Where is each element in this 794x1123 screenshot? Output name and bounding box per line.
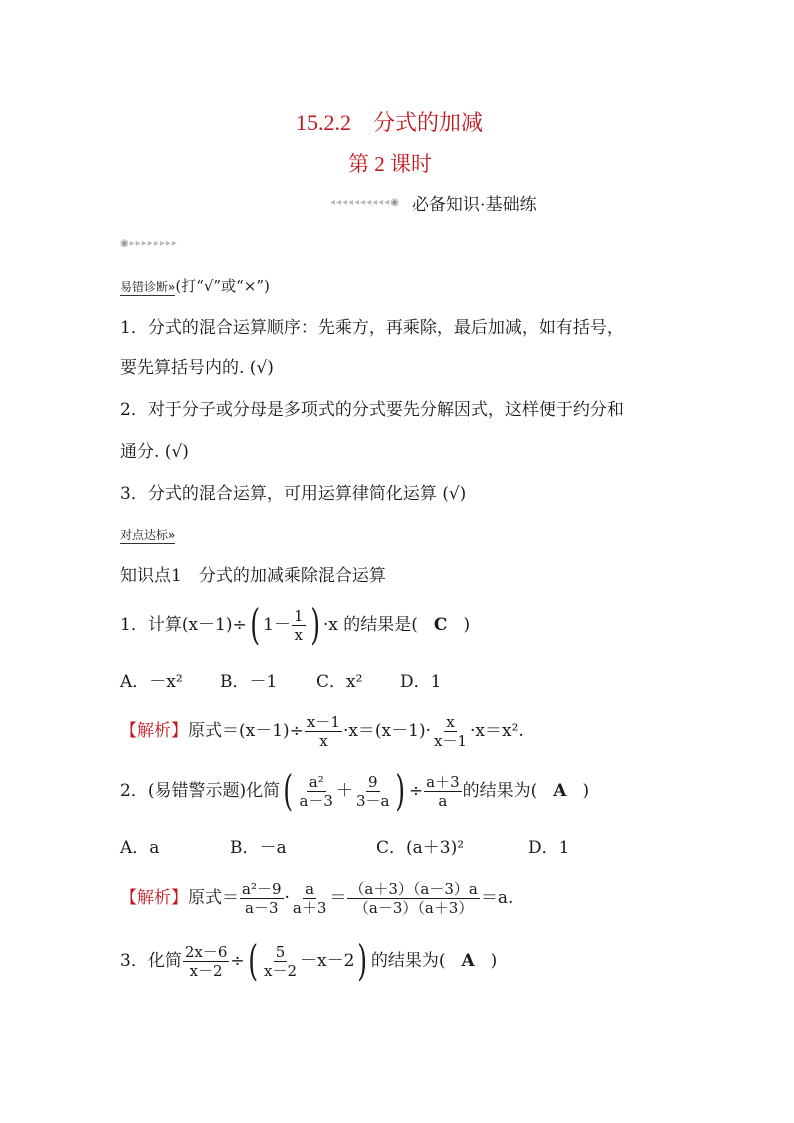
decor-circle-icon: ◉ — [120, 238, 130, 249]
q1-option-d: D．1 — [400, 672, 442, 692]
q2-option-a: A．a — [120, 838, 160, 858]
question-3: 3．化简 $\frac{2x-6}{x-2}$ ÷ ( $\frac{5}{x-2}$ －x－2 ) 的结果为( A ) — [120, 936, 498, 985]
q1-fraction: $\frac{1}{x}$ — [293, 606, 304, 644]
q1-option-c: C．x² — [316, 672, 363, 692]
q1-one-minus: 1－ — [263, 615, 291, 635]
diagnosis-header — [120, 274, 270, 298]
diagnosis-item-1: 1．分式的混合运算顺序：先乘方，再乘除，最后加减，如有括号， — [120, 318, 624, 338]
diagnosis-instruction: (打“√”或“×”) — [175, 277, 270, 295]
q1-sol-fraction-2: $\frac{x}{x-1}$ — [434, 712, 468, 750]
q3-answer: A — [461, 951, 475, 971]
q1-answer: C — [433, 615, 448, 635]
q2-prefix: 2．(易错警示题)化简 — [120, 781, 281, 801]
q3-fraction-2: $\frac{5}{x-2}$ — [264, 942, 298, 980]
q2-sol-fraction-1: $\frac{\text{a²－9}}{a-3}$ — [242, 879, 282, 917]
diagnosis-tag: 易错诊断» — [120, 279, 176, 294]
q2-options — [120, 836, 569, 860]
q1-option-b: B．－1 — [220, 672, 278, 692]
decor-arrows-right: ◉▸▸▸▸▸▸▸▸ — [120, 238, 178, 249]
q1-suffix: ·x 的结果是( — [322, 615, 418, 635]
decor-circle-icon: ◉ — [390, 197, 400, 208]
q2-option-d: D．1 — [528, 838, 570, 858]
decor-arrows-left: ◂◂◂◂◂◂◂◂◂◂ — [330, 197, 391, 208]
q2-option-c: C．(a＋3)² — [376, 838, 465, 858]
question-2: 2．(易错警示题)化简 ( $\frac{\text{a²}}{a-3}$ ＋ $\frac{9}{3-a}$ ) ÷ $\frac{a+3}{a}$ 的结果为( A ) — [120, 766, 590, 815]
q2-analysis: 【解析】 原式＝ $\frac{\text{a²－9}}{a-3}$ · $\frac{a}{a+3}$ ＝ $\frac{(a+3)(a-3)a}{(a-3)(a+3)}$ ＝a. — [120, 879, 514, 917]
q1-analysis-label: 【解析】 — [120, 721, 188, 741]
diagnosis-item-1-cont: 要先算括号内的. (√) — [120, 358, 274, 378]
q2-suffix: 的结果为( — [462, 781, 538, 801]
section-header — [330, 190, 537, 215]
q1-sol-fraction-1: $\frac{x-1}{x}$ — [306, 712, 340, 750]
lesson-title: 15.2.2 分式的加减 — [296, 110, 484, 135]
q2-sol-fraction-3: $\frac{(a+3)(a-3)a}{(a-3)(a+3)}$ — [349, 879, 478, 917]
q2-option-b: B．－a — [230, 838, 287, 858]
q2-fraction-3: $\frac{a+3}{a}$ — [426, 772, 460, 810]
q1-analysis: 【解析】 原式＝(x－1)÷ $\frac{x-1}{x}$ ·x＝(x－1)· $\frac{x}{x-1}$ ·x＝x². — [120, 712, 524, 750]
question-1: 1．计算(x－1)÷ ( 1－ $\frac{1}{x}$ ) ·x 的结果是( C ) — [120, 600, 471, 649]
section-label: 必备知识·基础练 — [411, 195, 537, 214]
practice-tag: 对点达标» — [120, 528, 176, 542]
q1-option-a: A．－x² — [120, 672, 183, 692]
lesson-subtitle: 第 2 课时 — [348, 152, 432, 176]
knowledge-point: 知识点1 分式的加减乘除混合运算 — [120, 566, 386, 586]
q3-prefix: 3．化简 — [120, 951, 182, 971]
q1-options — [120, 670, 460, 694]
q2-answer: A — [553, 781, 567, 801]
q2-fraction-1: $\frac{\text{a²}}{a-3}$ — [299, 772, 333, 810]
q3-suffix: 的结果为( — [370, 951, 446, 971]
diagnosis-item-2-cont: 通分. (√) — [120, 442, 189, 462]
q3-fraction-1: $\frac{2x-6}{x-2}$ — [184, 942, 228, 980]
diagnosis-item-3: 3．分式的混合运算，可用运算律简化运算 (√) — [120, 484, 467, 504]
diagnosis-item-2: 2．对于分子或分母是多项式的分式要先分解因式，这样便于约分和 — [120, 400, 624, 420]
q2-analysis-label: 【解析】 — [120, 888, 188, 908]
q2-fraction-2: $\frac{9}{3-a}$ — [355, 772, 390, 810]
q2-sol-fraction-2: $\frac{a}{a+3}$ — [292, 879, 327, 917]
q1-prefix: 1．计算(x－1)÷ — [120, 615, 247, 635]
